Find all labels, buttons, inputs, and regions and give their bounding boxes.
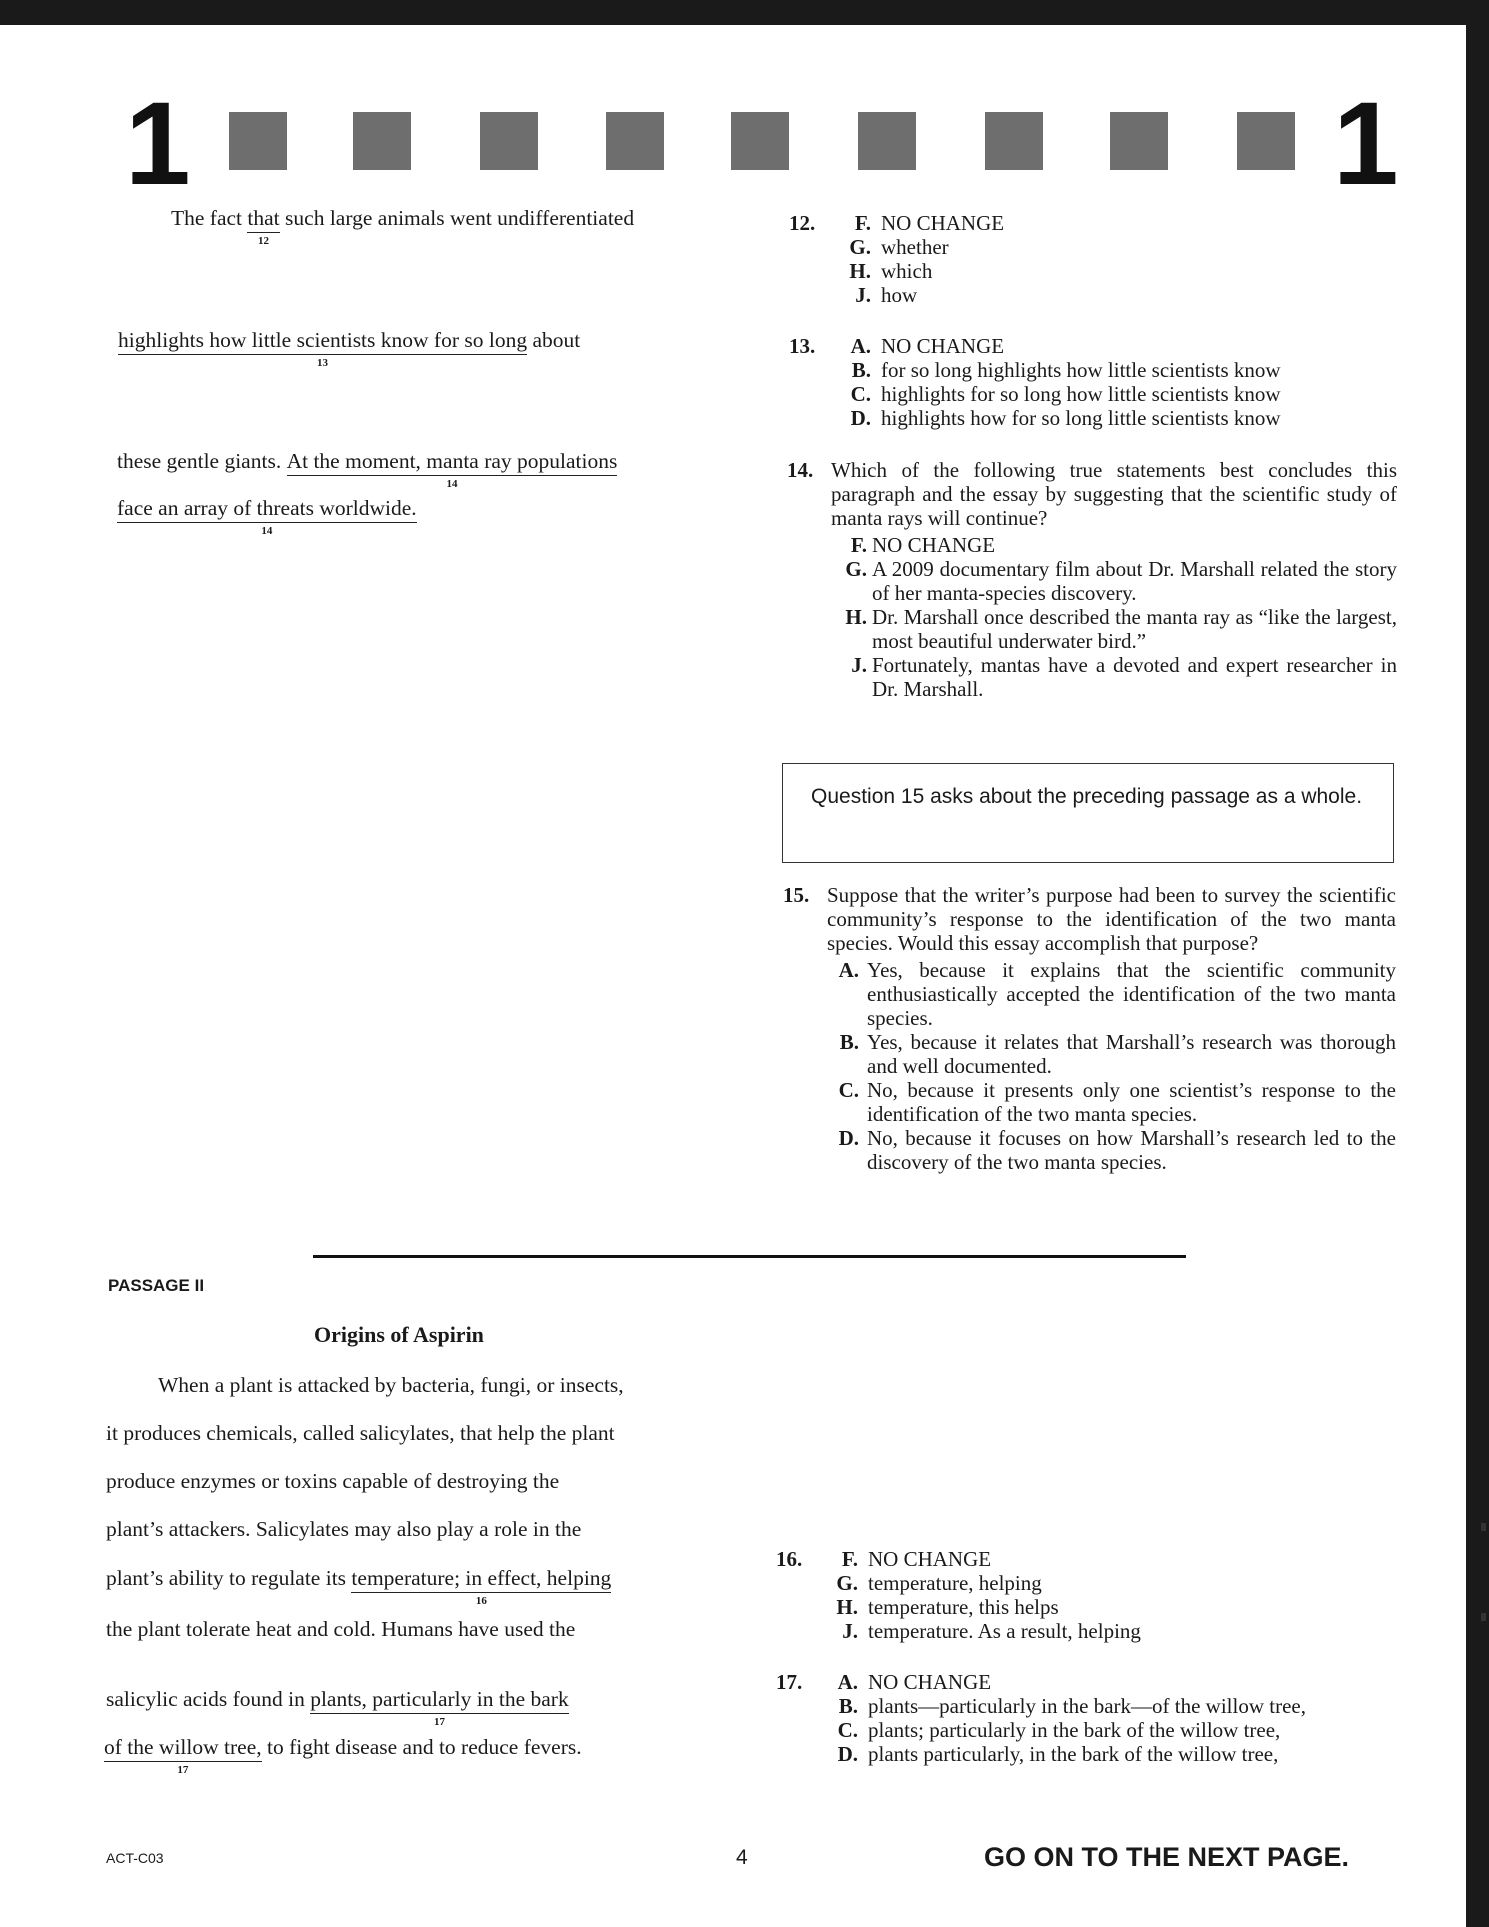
question-number: 14. <box>787 458 814 482</box>
option-letter: J. <box>851 653 867 677</box>
option-letter: D. <box>838 1126 859 1150</box>
underlined-portion-17 <box>104 1735 262 1776</box>
passage-line <box>104 1735 582 1776</box>
question-15 <box>783 883 1396 1174</box>
answer-option[interactable] <box>789 211 1004 235</box>
passage-line <box>106 1687 569 1728</box>
question-ref-number: 16 <box>475 1594 487 1607</box>
underlined-text: temperature; in effect, helping <box>351 1566 612 1590</box>
answer-option[interactable] <box>776 1619 1141 1643</box>
question-ref-number: 14 <box>446 477 458 490</box>
passage-line <box>106 1619 575 1641</box>
header-square <box>353 112 411 170</box>
answer-option[interactable] <box>787 653 1397 701</box>
option-letter: F. <box>854 211 871 235</box>
scan-edge-mark <box>1481 1523 1486 1531</box>
answer-option[interactable] <box>789 382 1281 406</box>
option-text: plants particularly, in the bark of the willow tree, <box>868 1742 1279 1766</box>
underlined-portion-13 <box>118 328 528 369</box>
option-text: temperature. As a result, helping <box>868 1619 1141 1643</box>
question-number: 15. <box>783 883 810 907</box>
answer-option[interactable] <box>783 1030 1396 1078</box>
answer-option[interactable] <box>776 1718 1386 1742</box>
passage-line <box>158 1375 624 1397</box>
option-text: for so long highlights how little scientists know <box>881 358 1281 382</box>
passage-text: the plant tolerate heat and cold. Humans have used the <box>106 1617 576 1641</box>
answer-option[interactable] <box>789 283 1004 307</box>
passage-text: salicylic acids found in <box>106 1687 311 1711</box>
option-text: NO CHANGE <box>881 211 1005 235</box>
question-14 <box>787 458 1397 701</box>
answer-option[interactable] <box>783 1126 1396 1174</box>
underlined-portion-14 <box>286 449 618 490</box>
scan-edge-mark <box>1481 1613 1486 1621</box>
option-text: NO CHANGE <box>868 1670 992 1694</box>
question-ref-number: 12 <box>258 234 270 247</box>
passage-line <box>117 449 618 490</box>
passage-text: produce enzymes or toxins capable of destroying the <box>106 1469 560 1493</box>
option-letter: H. <box>836 1595 858 1619</box>
answer-option[interactable] <box>776 1670 1386 1694</box>
question-number: 17. <box>776 1670 803 1694</box>
option-text: temperature, helping <box>868 1571 1042 1595</box>
option-text: Yes, because it explains that the scientific community enthusiastically accepted the identification of the two manta species. <box>867 958 1396 1030</box>
option-text: plants; particularly in the bark of the willow tree, <box>868 1718 1281 1742</box>
underlined-text: that <box>247 206 280 230</box>
option-letter: H. <box>849 259 871 283</box>
passage-line <box>118 328 581 369</box>
answer-option[interactable] <box>787 533 1397 557</box>
header-square <box>606 112 664 170</box>
underlined-portion-14 <box>117 496 417 537</box>
header-square <box>229 112 287 170</box>
option-text: which <box>881 259 933 283</box>
option-letter: J. <box>855 283 871 307</box>
option-letter: B. <box>838 1694 858 1718</box>
option-text: No, because it focuses on how Marshall’s research led to the discovery of the two manta species. <box>867 1126 1396 1174</box>
passage-note-box <box>782 763 1394 863</box>
question-number: 12. <box>789 211 816 235</box>
passage-line <box>106 1471 559 1493</box>
option-letter: A. <box>850 334 871 358</box>
passage-text: these gentle giants. <box>117 449 287 473</box>
option-letter: C. <box>838 1078 859 1102</box>
option-text: how <box>881 283 918 307</box>
underlined-text: plants, particularly in the bark <box>310 1687 569 1711</box>
question-ref-number: 14 <box>261 524 273 537</box>
passage-text: such large animals went undifferentiated <box>279 206 635 230</box>
question-13 <box>789 334 1281 430</box>
passage-line <box>117 496 417 537</box>
answer-option[interactable] <box>787 557 1397 605</box>
underlined-text: face an array of threats worldwide. <box>117 496 417 520</box>
header-square <box>480 112 538 170</box>
underlined-portion-17 <box>310 1687 569 1728</box>
passage-line <box>106 1423 615 1445</box>
section-number-right: 1 <box>1333 78 1399 210</box>
passage-text: plant’s ability to regulate its <box>106 1566 352 1590</box>
option-text: Dr. Marshall once described the manta ray as “like the largest, most beautiful underwater bird.” <box>872 605 1397 653</box>
option-text: NO CHANGE <box>881 334 1005 358</box>
answer-option[interactable] <box>783 958 1396 1030</box>
option-letter: J. <box>842 1619 858 1643</box>
passage-divider <box>313 1255 1186 1258</box>
header-square <box>731 112 789 170</box>
header-square <box>1237 112 1295 170</box>
question-number: 16. <box>776 1547 803 1571</box>
passage-text: it produces chemicals, called salicylates, that help the plant <box>106 1421 615 1445</box>
section-number-left: 1 <box>125 78 191 210</box>
question-stem: Suppose that the writer’s purpose had been to survey the scientific community’s response to the identification of the two manta species. Would this essay accomplish that purpose? <box>827 883 1396 955</box>
header-square <box>1110 112 1168 170</box>
passage-text: to fight disease and to reduce fevers. <box>261 1735 582 1759</box>
answer-option[interactable] <box>776 1742 1386 1766</box>
note-text: Question 15 asks about the preceding passage as a whole. <box>811 785 1363 808</box>
passage-line <box>106 1566 612 1607</box>
question-ref-number: 17 <box>433 1715 445 1728</box>
option-letter: F. <box>841 1547 858 1571</box>
option-letter: C. <box>837 1718 858 1742</box>
option-letter: G. <box>836 1571 858 1595</box>
option-letter: A. <box>837 1670 858 1694</box>
test-page <box>0 25 1466 1927</box>
passage-text: When a plant is attacked by bacteria, fungi, or insects, <box>158 1373 624 1397</box>
question-ref-number: 17 <box>177 1763 189 1776</box>
option-text: plants—particularly in the bark—of the willow tree, <box>868 1694 1306 1718</box>
go-on-next-page: GO ON TO THE NEXT PAGE. <box>984 1842 1350 1872</box>
passage-text: plant’s attackers. Salicylates may also play a role in the <box>106 1517 582 1541</box>
passage-label: PASSAGE II <box>108 1276 205 1295</box>
option-letter: B. <box>851 358 871 382</box>
answer-option[interactable] <box>789 334 1281 358</box>
option-letter: H. <box>845 605 867 629</box>
passage-title: Origins of Aspirin <box>314 1322 484 1347</box>
answer-option[interactable] <box>789 406 1281 430</box>
question-stem: Which of the following true statements best concludes this paragraph and the essay by suggesting that the scientific study of manta rays will continue? <box>831 458 1397 530</box>
answer-option[interactable] <box>776 1571 1141 1595</box>
option-text: NO CHANGE <box>872 533 996 557</box>
passage-line <box>106 1519 581 1541</box>
option-text: temperature, this helps <box>868 1595 1059 1619</box>
option-letter: G. <box>849 235 871 259</box>
underlined-portion-16 <box>351 1566 612 1607</box>
option-letter: D. <box>837 1742 858 1766</box>
header-square <box>858 112 916 170</box>
answer-option[interactable] <box>783 1078 1396 1126</box>
answer-option[interactable] <box>776 1595 1141 1619</box>
answer-option[interactable] <box>789 235 1004 259</box>
option-text: highlights for so long how little scientists know <box>881 382 1281 406</box>
question-number: 13. <box>789 334 816 358</box>
option-letter: A. <box>838 958 859 982</box>
option-text: Fortunately, mantas have a devoted and expert researcher in Dr. Marshall. <box>872 653 1397 701</box>
underlined-portion-12 <box>247 206 280 247</box>
option-text: A 2009 documentary film about Dr. Marshall related the story of her manta-species discovery. <box>872 557 1397 605</box>
option-text: whether <box>881 235 949 259</box>
option-letter: G. <box>845 557 867 581</box>
answer-option[interactable] <box>789 358 1281 382</box>
question-ref-number: 13 <box>317 356 329 369</box>
question-17 <box>776 1670 1386 1766</box>
option-text: No, because it presents only one scientist’s response to the identification of the two manta species. <box>867 1078 1396 1126</box>
answer-option[interactable] <box>776 1547 1141 1571</box>
option-text: Yes, because it relates that Marshall’s research was thorough and well documented. <box>867 1030 1396 1078</box>
answer-option[interactable] <box>787 605 1397 653</box>
question-12 <box>789 211 1004 307</box>
underlined-text: highlights how little scientists know for so long <box>118 328 528 352</box>
option-letter: D. <box>850 406 871 430</box>
form-code: ACT-C03 <box>106 1850 164 1866</box>
header-square <box>985 112 1043 170</box>
underlined-text: of the willow tree, <box>104 1735 262 1759</box>
option-text: NO CHANGE <box>868 1547 992 1571</box>
option-letter: C. <box>850 382 871 406</box>
underlined-text: At the moment, manta ray populations <box>286 449 618 473</box>
page-number: 4 <box>736 1846 748 1869</box>
answer-option[interactable] <box>776 1694 1386 1718</box>
passage-text: The fact <box>171 206 248 230</box>
option-letter: F. <box>850 533 867 557</box>
passage-text: about <box>527 328 581 352</box>
answer-option[interactable] <box>789 259 1004 283</box>
passage-line <box>171 206 635 247</box>
option-letter: B. <box>839 1030 859 1054</box>
option-text: highlights how for so long little scientists know <box>881 406 1281 430</box>
question-16 <box>776 1547 1141 1643</box>
